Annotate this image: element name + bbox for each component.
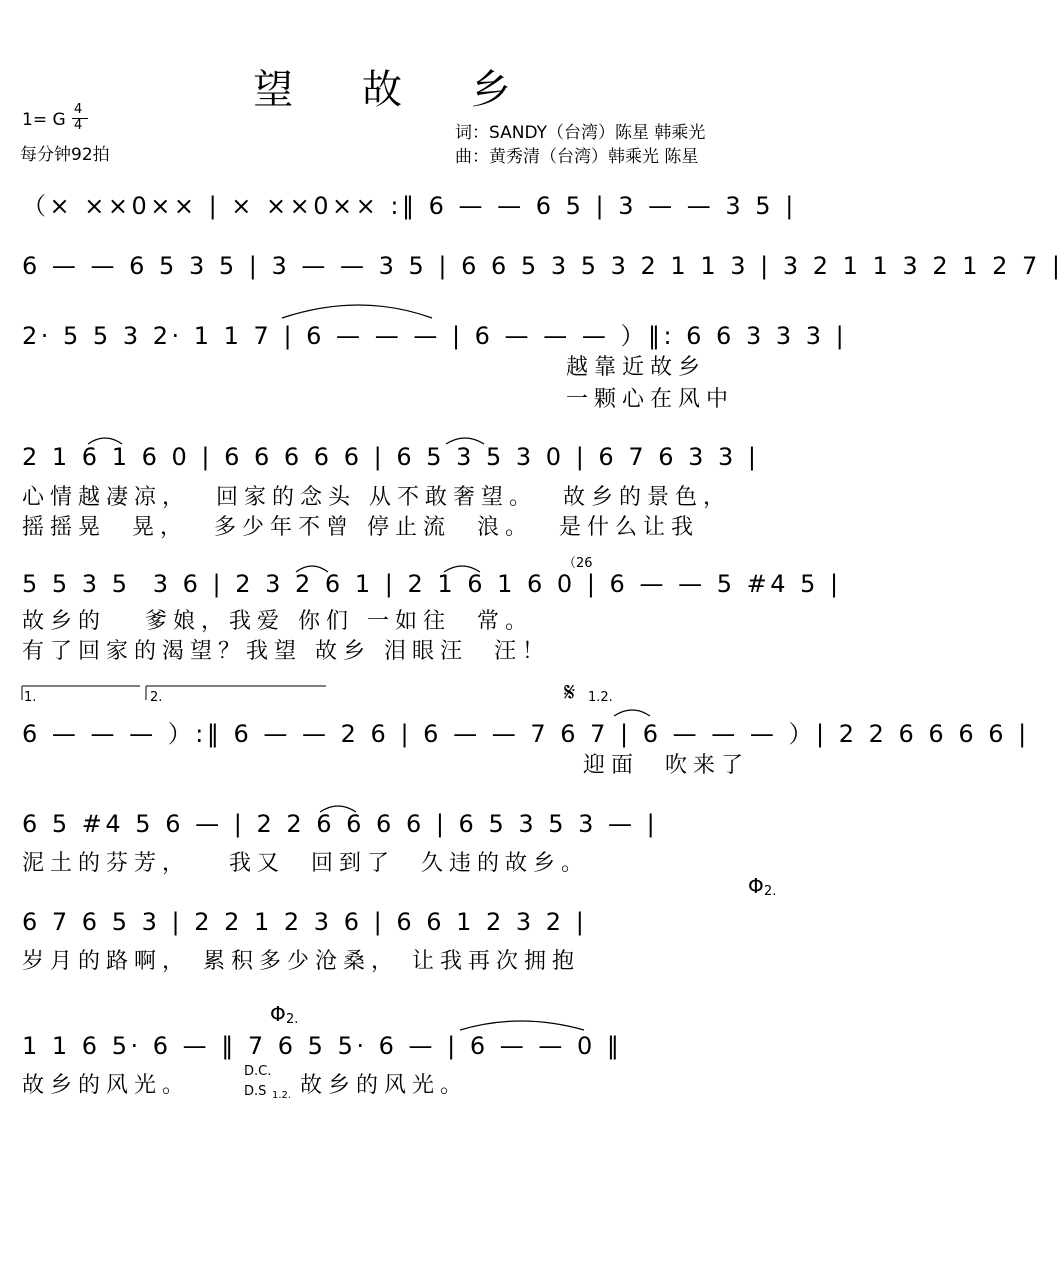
volta-2-label: 2. [150, 690, 163, 705]
score-row-9-lyric: 故乡的风光。 [22, 1073, 191, 1098]
coda-icon: Φ [270, 1002, 286, 1026]
score-row-7-notes: 6 5 #4 5 6 — | 2 2 6 6 6 6 | 6 5 3 5 3 — | [22, 810, 659, 838]
score-row-3-lyric-2: 一颗心在风中 [566, 387, 735, 412]
score-row-6-notes: 6 — — — ）:‖ 6 — — 2 6 | 6 — — 7 6 7 | 6 — — — ）| 2 2 6 6 6 6 | [22, 720, 1030, 748]
score-row-7-lyric: 泥土的芬芳， 我又 回到了 久违的故乡。 [22, 851, 589, 876]
tempo-marking: 每分钟92拍 [20, 145, 110, 165]
volta-1-label: 1. [24, 690, 37, 705]
coda-icon: Φ [748, 874, 764, 898]
score-row-6-lyric: 迎面 吹来了 [583, 753, 749, 778]
time-signature-top: 4 [74, 102, 83, 117]
segno-icon: 𝄋 [564, 678, 576, 708]
score-row-9-notes: 1 1 6 5· 6 — ‖ 7 6 5 5· 6 — | 6 — — 0 ‖ [22, 1032, 623, 1060]
key-signature: 1= G [22, 110, 66, 130]
score-row-5-lyric-2: 有了回家的渴望？我望 故乡 泪眼汪 汪！ [22, 639, 550, 664]
ds-label: 1.2. [272, 1090, 292, 1101]
score-row-8-lyric: 岁月的路啊， 累积多少沧桑， 让我再次拥抱 [22, 949, 580, 974]
score-row-5-lyric-1: 故乡的 爹娘，我爱 你们 一如往 常。 [22, 609, 533, 634]
ds-marking: D.S [244, 1084, 267, 1099]
score-row-1-notes: （× ××0×× | × ××0×× :‖ 6 — — 6 5 | 3 — — 3 5 | [22, 192, 797, 220]
dc-marking: D.C. [244, 1064, 272, 1079]
time-signature-bottom: 4 [74, 118, 83, 133]
score-row-5-small-note: （26 [563, 556, 593, 571]
score-row-2-notes: 6 — — 6 5 3 5 | 3 — — 3 5 | 6 6 5 3 5 3 2 1 1 3 | 3 2 1 1 3 2 1 2 7 | [22, 252, 1064, 280]
score-row-5-notes: 5 5 3 5 3 6 | 2 3 2 6 1 | 2 1 6 1 6 0 | 6 — — 5 #4 5 | [22, 570, 842, 598]
coda-label: 2. [764, 884, 777, 899]
score-row-4-lyric-2: 摇摇晃 晃， 多少年不曾 停止流 浪。 是什么让我 [22, 515, 699, 540]
lyricist-credit: 词：SANDY（台湾）陈星 韩乘光 [455, 123, 706, 143]
composer-credit: 曲：黄秀清（台湾）韩乘光 陈星 [455, 147, 699, 167]
coda-label: 2. [286, 1012, 299, 1027]
score-row-4-lyric-1: 心情越凄凉， 回家的念头 从不敢奢望。 故乡的景色， [22, 485, 731, 510]
segno-label: 1.2. [588, 690, 613, 705]
score-row-8-notes: 6 7 6 5 3 | 2 2 1 2 3 6 | 6 6 1 2 3 2 | [22, 908, 588, 936]
score-row-4-notes: 2 1 6 1 6 0 | 6 6 6 6 6 | 6 5 3 5 3 0 | 6 7 6 3 3 | [22, 443, 760, 471]
page-title: 望 故 乡 [253, 67, 539, 113]
score-row-3-lyric-1: 越靠近故乡 [566, 355, 707, 380]
score-row-3-notes: 2· 5 5 3 2· 1 1 7 | 6 — — — | 6 — — — ）‖: 6 6 3 3 3 | [22, 322, 848, 350]
score-row-9-lyric-2: 故乡的风光。 [300, 1073, 469, 1098]
